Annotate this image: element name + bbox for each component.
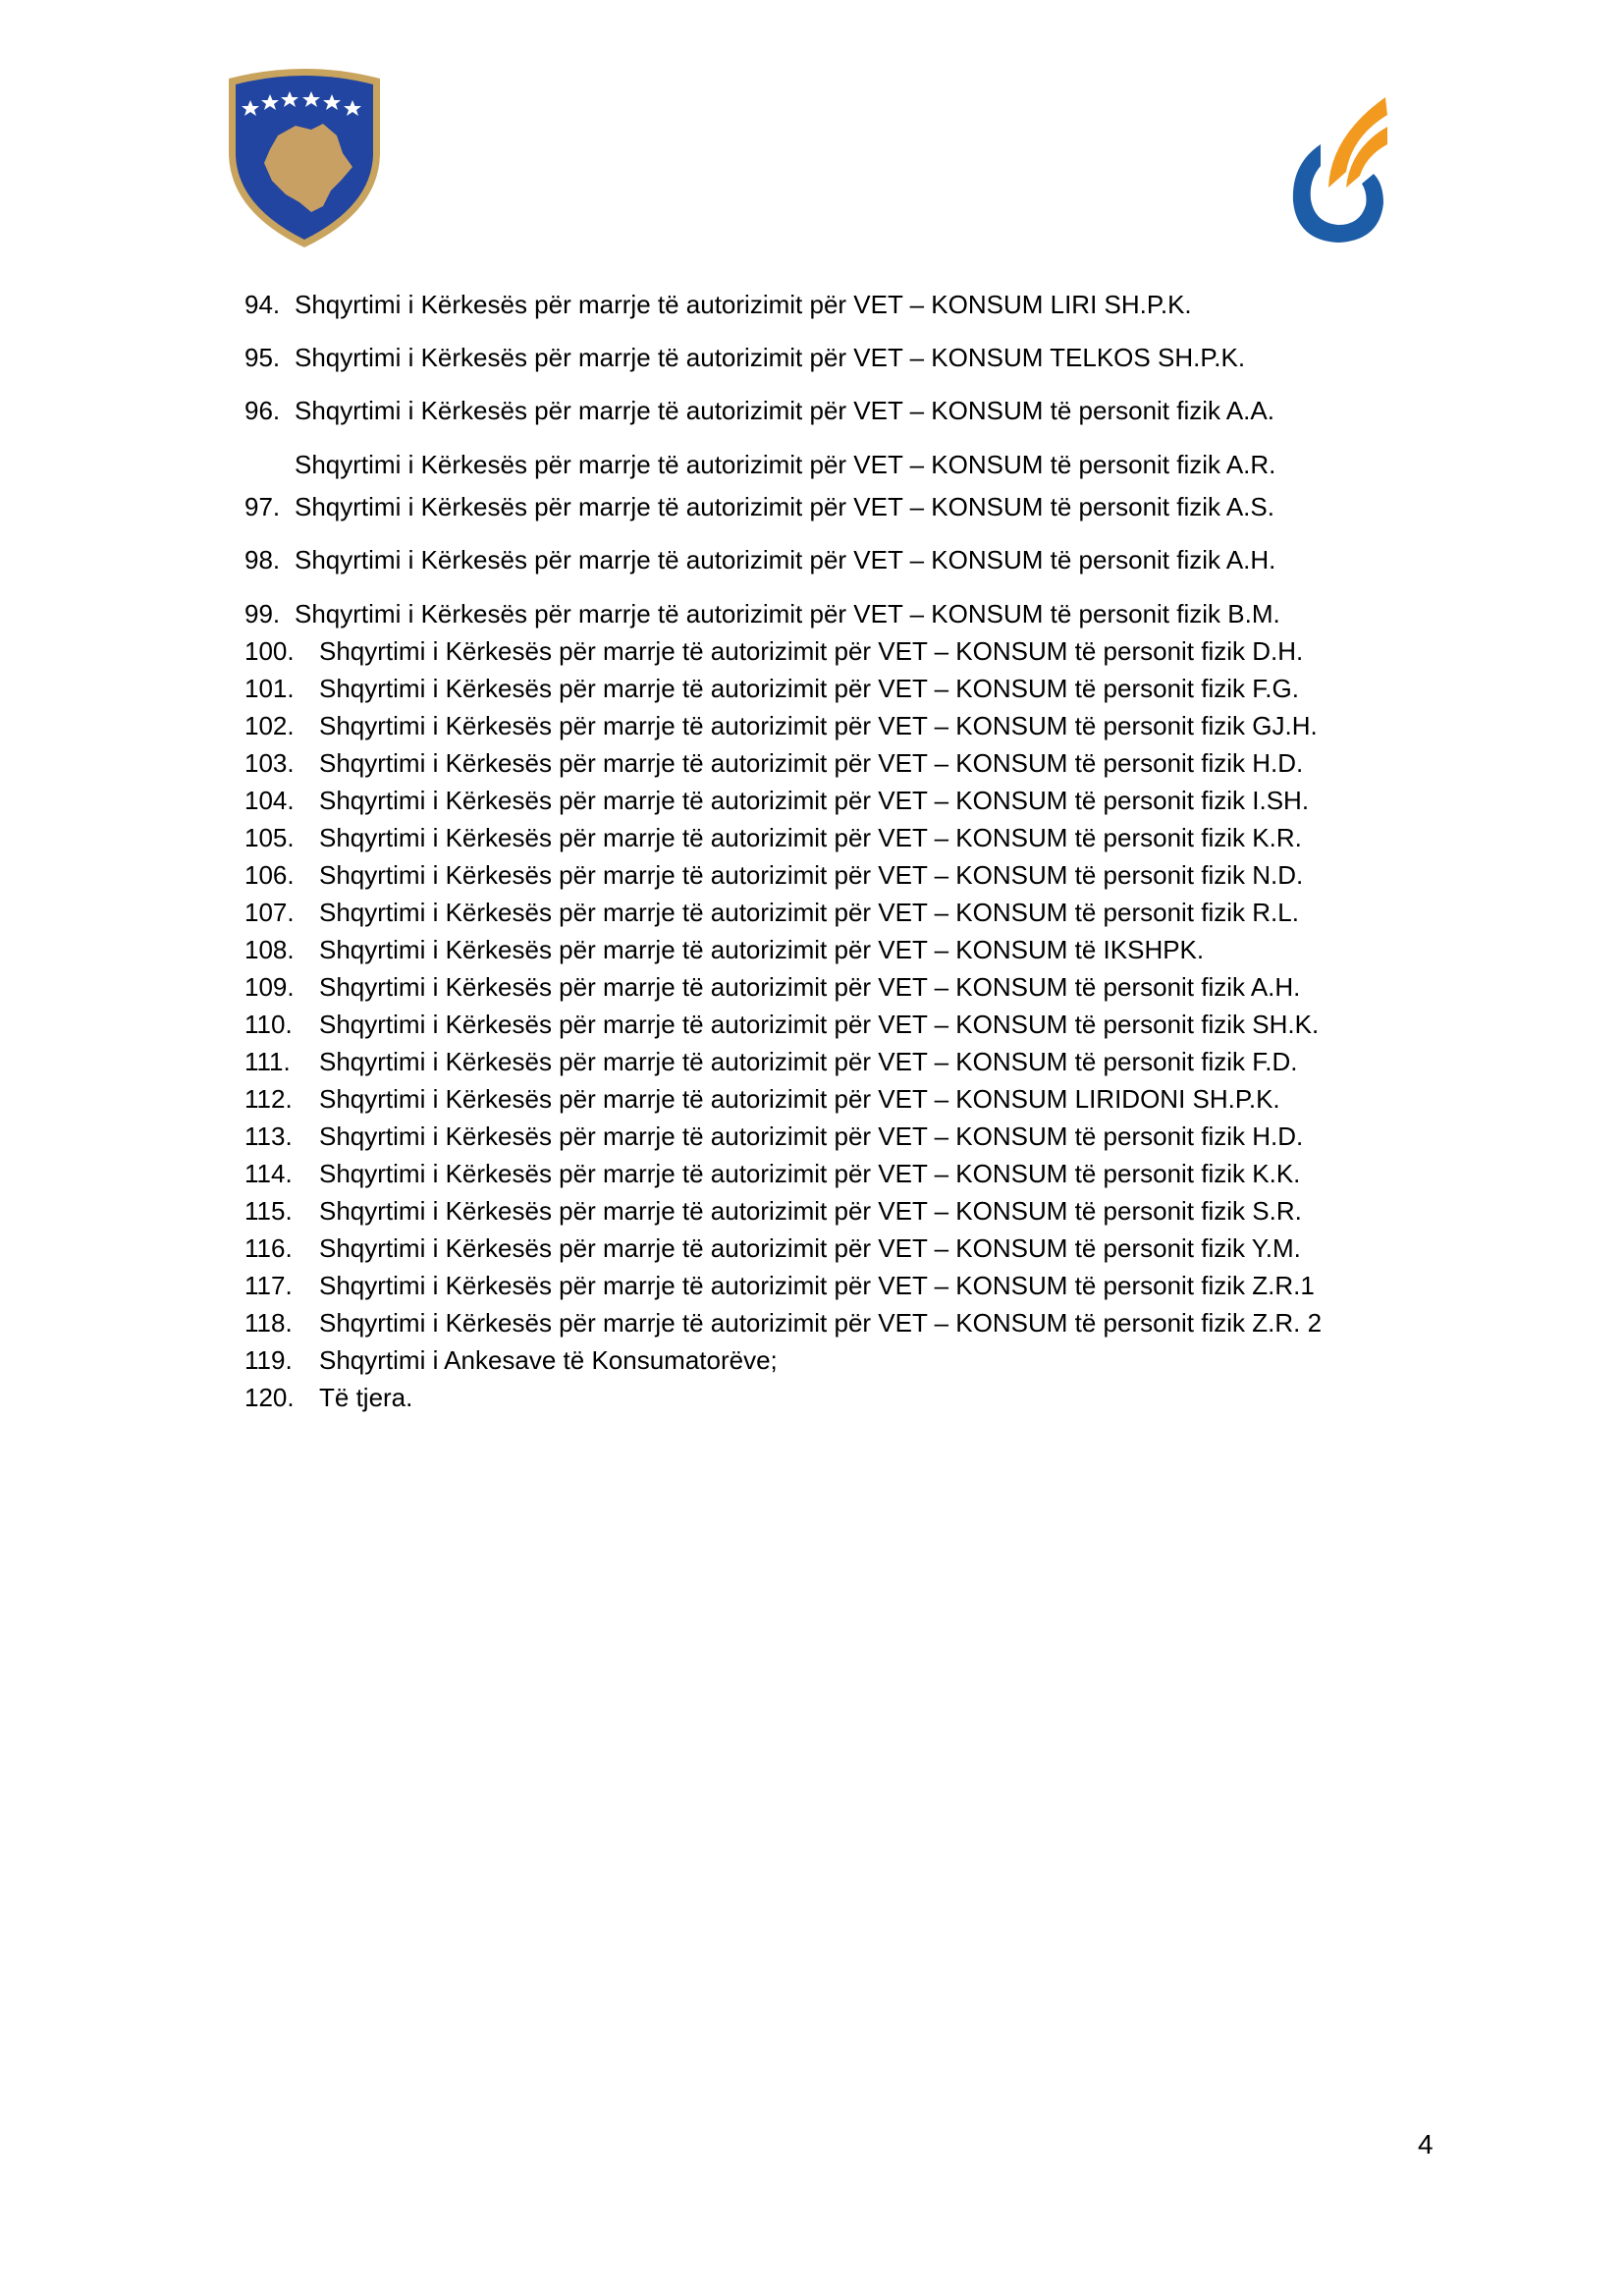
- agenda-item-text: Shqyrtimi i Kërkesës për marrje të autorizimit për VET – KONSUM LIRIDONI SH.P.K.: [319, 1084, 1280, 1114]
- agenda-item-text: Shqyrtimi i Kërkesës për marrje të autorizimit për VET – KONSUM të personit fizik R.L.: [319, 898, 1299, 927]
- agenda-item-number: 98.: [244, 545, 281, 574]
- agenda-item-number: 117.: [244, 1271, 293, 1300]
- agenda-item-number: 103.: [244, 748, 295, 778]
- agenda-item-text: Shqyrtimi i Kërkesës për marrje të autorizimit për VET – KONSUM të personit fizik H.D.: [319, 1121, 1304, 1151]
- agenda-item-number: 106.: [244, 860, 295, 890]
- agenda-item-text: Shqyrtimi i Kërkesës për marrje të autorizimit për VET – KONSUM të personit fizik I.SH.: [319, 786, 1310, 815]
- agenda-item-text: Shqyrtimi i Kërkesës për marrje të autorizimit për VET – KONSUM të personit fizik SH.K.: [319, 1010, 1320, 1039]
- agenda-item-number: 116.: [244, 1233, 293, 1263]
- agenda-item-text: Shqyrtimi i Kërkesës për marrje të autorizimit për VET – KONSUM të IKSHPK.: [319, 935, 1205, 964]
- agenda-item-number: 102.: [244, 711, 295, 740]
- agenda-item-number: 99.: [244, 599, 281, 629]
- agenda-item-number: 107.: [244, 898, 295, 927]
- agenda-item-number: 120.: [244, 1383, 295, 1412]
- agenda-item-number: 109.: [244, 972, 295, 1002]
- agenda-item-text: Shqyrtimi i Kërkesës për marrje të autorizimit për VET – KONSUM të personit fizik F.G.: [319, 674, 1299, 703]
- agenda-item-text: Shqyrtimi i Kërkesës për marrje të autorizimit për VET – KONSUM të personit fizik A.R.: [295, 450, 1276, 479]
- agenda-item-text: Shqyrtimi i Kërkesës për marrje të autorizimit për VET – KONSUM të personit fizik S.R.: [319, 1196, 1302, 1226]
- agenda-item-number: 115.: [244, 1196, 293, 1226]
- agenda-item-text: Të tjera.: [319, 1383, 413, 1412]
- agenda-item-number: 94.: [244, 290, 281, 319]
- page-number: 4: [1418, 2129, 1434, 2159]
- agenda-item-number: 95.: [244, 343, 281, 372]
- agenda-item-text: Shqyrtimi i Ankesave të Konsumatorëve;: [319, 1345, 778, 1375]
- agenda-item-text: Shqyrtimi i Kërkesës për marrje të autorizimit për VET – KONSUM të personit fizik A.H.: [319, 972, 1301, 1002]
- agenda-item-number: 111.: [244, 1047, 291, 1076]
- agenda-item-text: Shqyrtimi i Kërkesës për marrje të autorizimit për VET – KONSUM të personit fizik B.M.: [295, 599, 1280, 629]
- agenda-item-number: 119.: [244, 1345, 293, 1375]
- agenda-item-number: 108.: [244, 935, 295, 964]
- agenda-item-number: 101.: [244, 674, 295, 703]
- agenda-item-number: 113.: [244, 1121, 293, 1151]
- agenda-item-number: 118.: [244, 1308, 293, 1338]
- agenda-item-text: Shqyrtimi i Kërkesës për marrje të autorizimit për VET – KONSUM të personit fizik Z.R. 2: [319, 1308, 1323, 1338]
- agenda-item-text: Shqyrtimi i Kërkesës për marrje të autorizimit për VET – KONSUM të personit fizik A.A.: [295, 396, 1274, 425]
- agenda-item-text: Shqyrtimi i Kërkesës për marrje të autorizimit për VET – KONSUM të personit fizik K.R.: [319, 823, 1302, 852]
- agenda-item-text: Shqyrtimi i Kërkesës për marrje të autorizimit për VET – KONSUM të personit fizik GJ.H.: [319, 711, 1318, 740]
- agenda-item-number: 97.: [244, 492, 281, 521]
- agenda-item-number: 105.: [244, 823, 295, 852]
- agenda-item-text: Shqyrtimi i Kërkesës për marrje të autorizimit për VET – KONSUM të personit fizik F.D.: [319, 1047, 1298, 1076]
- agenda-item-number: 104.: [244, 786, 295, 815]
- agenda-item-text: Shqyrtimi i Kërkesës për marrje të autorizimit për VET – KONSUM të personit fizik A.H.: [295, 545, 1276, 574]
- agenda-item-number: 110.: [244, 1010, 293, 1039]
- agenda-item-text: Shqyrtimi i Kërkesës për marrje të autorizimit për VET – KONSUM të personit fizik K.K.: [319, 1159, 1301, 1188]
- agenda-item-number: 112.: [244, 1084, 293, 1114]
- agenda-item-text: Shqyrtimi i Kërkesës për marrje të autorizimit për VET – KONSUM të personit fizik H.D.: [319, 748, 1304, 778]
- agenda-item-number: 96.: [244, 396, 281, 425]
- agenda-item-text: Shqyrtimi i Kërkesës për marrje të autorizimit për VET – KONSUM të personit fizik D.H.: [319, 636, 1304, 666]
- agenda-item-text: Shqyrtimi i Kërkesës për marrje të autorizimit për VET – KONSUM të personit fizik Y.M.: [319, 1233, 1301, 1263]
- agenda-item-text: Shqyrtimi i Kërkesës për marrje të autorizimit për VET – KONSUM LIRI SH.P.K.: [295, 290, 1192, 319]
- agenda-item-number: 114.: [244, 1159, 293, 1188]
- agenda-item-number: 100.: [244, 636, 295, 666]
- agenda-item-text: Shqyrtimi i Kërkesës për marrje të autorizimit për VET – KONSUM të personit fizik Z.R.1: [319, 1271, 1315, 1300]
- agenda-item-text: Shqyrtimi i Kërkesës për marrje të autorizimit për VET – KONSUM TELKOS SH.P.K.: [295, 343, 1246, 372]
- agenda-item-text: Shqyrtimi i Kërkesës për marrje të autorizimit për VET – KONSUM të personit fizik N.D.: [319, 860, 1304, 890]
- agenda-item-text: Shqyrtimi i Kërkesës për marrje të autorizimit për VET – KONSUM të personit fizik A.S.: [295, 492, 1274, 521]
